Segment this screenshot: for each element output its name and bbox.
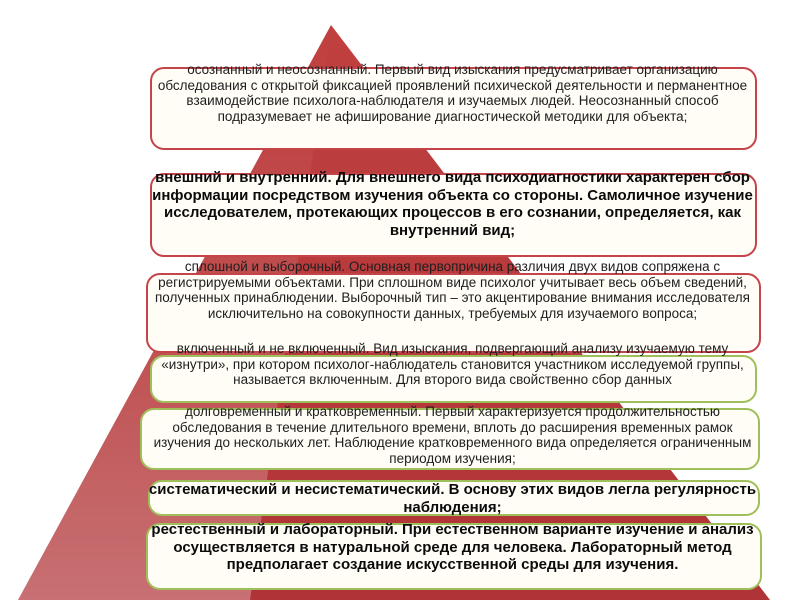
item-continuous-text: сплошной и выборочный. Основная первопричина различия двух видов сопряжена с регистрируемыми объектами. При сплошном виде психолог учитывает весь объем сведений, полученных принаблюдении. Выборочный тип – это акцентирование внимания исследователя исключительно на совокупности данных, требуемых для изучаемого вопроса; <box>155 259 750 321</box>
item-longterm-text: долговременный и кратковременный. Первый характеризуется продолжительностью обследования в течение длительного времени, вплоть до расширения временных рамок изучения до нескольких лет. Наблюдение кратковременного вида определяется ограниченным периодом изучения; <box>153 404 752 466</box>
item-natural-text: рестественный и лабораторный. При естественном варианте изучение и анализ осуществляется в натуральной среде для человека. Лабораторный метод предполагает создание искусственной среды для изучения. <box>151 521 754 573</box>
item-included-text: включенный и не включенный. Вид изыскания, подвергающий анализу изучаемую тему «изнутри», при котором психолог-наблюдатель становится участником исследуемой группы, называется включенным. Для второго вида свойственно сбор данных <box>161 341 744 387</box>
item-systematic-text: систематический и несистематический. В основу этих видов легла регулярность наблюдения; <box>148 481 757 516</box>
item-conscious-text: осознанный и неосознанный. Первый вид изыскания предусматривает организацию обследования с открытой фиксацией проявлений психической деятельности и перманентное взаимодействие психолога-наблюдателя и изучаемых людей. Неосознанный способ подразумевает не афиширование диагностической методики для объекта; <box>157 62 748 124</box>
item-external-text: внешний и внутренний. Для внешнего вида психодиагностики характерен сбор информации посредством изучения объекта со стороны. Самоличное изучение исследователем, протекающих процессов в его сознании, определяется, как внутренний вид; <box>152 169 753 239</box>
